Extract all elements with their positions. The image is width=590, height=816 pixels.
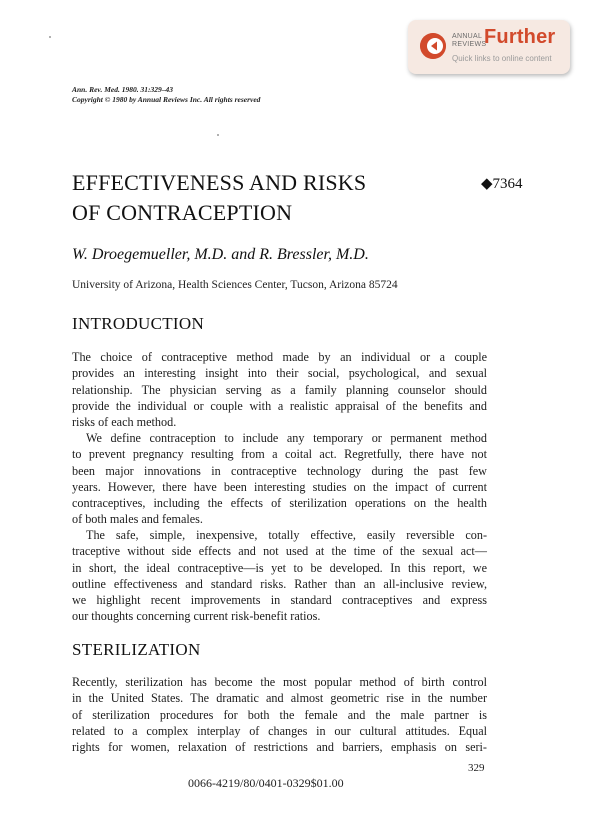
paragraph <box>72 349 487 430</box>
section-heading: STERILIZATION <box>72 640 201 659</box>
text-line: years. However, there have been interesting studies on the impact of current <box>72 479 487 494</box>
text-line: of both males and females. <box>72 512 203 527</box>
badge-title[interactable]: Further <box>484 26 556 48</box>
text-line: related to a complex interplay of changes in our cultural attitudes. Equal <box>72 723 487 738</box>
citation-block <box>72 85 260 105</box>
text-line: risks of each method. <box>72 415 177 430</box>
text-line: contraceptives, including the effects of sterilization operations on the health <box>72 496 487 511</box>
text-line: traceptive without side effects and not used at the time of the sexual act— <box>72 544 487 559</box>
text-line: our thoughts concerning current risk-benefit ratios. <box>72 609 321 624</box>
scan-speck <box>49 36 51 38</box>
text-line: been major innovations in contraceptive technology during the past few <box>72 463 487 478</box>
annual-reviews-further-badge[interactable] <box>408 20 570 74</box>
title-line-1: EFFECTIVENESS AND RISKS <box>72 170 367 195</box>
arrow-circle-icon <box>420 33 446 59</box>
text-line: we highlight recent improvements in standard contraceptives and express <box>72 593 487 608</box>
text-line: Recently, sterilization has become the most popular method of birth control <box>72 675 487 689</box>
text-line: of sterilization procedures for both the female and the male partner is <box>72 707 487 722</box>
text-line: in short, the ideal contraceptive—is yet to be developed. In this report, we <box>72 560 487 575</box>
text-line: to prevent pregnancy resulting from a coital act. Regretfully, there have not <box>72 447 487 462</box>
text-line: provides an interesting insight into their social, psychological, and sexual <box>72 366 487 381</box>
paragraph <box>72 430 487 528</box>
affiliation: University of Arizona, Health Sciences Center, Tucson, Arizona 85724 <box>72 279 398 291</box>
text-line: We define contraception to include any temporary or permanent method <box>86 431 487 445</box>
scan-speck <box>217 134 219 136</box>
badge-brand-label <box>452 33 486 49</box>
badge-brand-line1: ANNUAL <box>452 33 483 40</box>
text-line: in the United States. The dramatic and almost geometric rise in the number <box>72 691 487 706</box>
text-line: The safe, simple, inexpensive, totally effective, easily reversible con- <box>86 528 487 542</box>
copyright-notice: Copyright © 1980 by Annual Reviews Inc. All rights reserved <box>72 95 261 104</box>
text-line: rights for women, relaxation of restrictions and barriers, emphasis on seri- <box>72 740 487 755</box>
badge-brand-line2: REVIEWS <box>452 41 487 48</box>
text-line: The choice of contraceptive method made by an individual or a couple <box>72 350 487 364</box>
badge-subtitle: Quick links to online content <box>452 54 552 63</box>
paragraph <box>72 674 487 755</box>
section-heading: INTRODUCTION <box>72 314 205 333</box>
journal-citation: Ann. Rev. Med. 1980. 31:329–43 <box>72 85 173 94</box>
page-number: 329 <box>468 762 485 774</box>
paragraph <box>72 527 487 625</box>
article-title <box>72 168 366 228</box>
text-line: provide the individual or couple with a realistic appraisal of the benefits and <box>72 398 487 413</box>
text-line: relationship. The physician serving as a family planning counselor should <box>72 382 487 397</box>
text-line: outline effectiveness and standard risks. Rather than an all-inclusive review, <box>72 576 487 591</box>
document-number: ◆7364 <box>481 176 523 192</box>
document-code: 0066-4219/80/0401-0329$01.00 <box>188 776 344 790</box>
title-line-2: OF CONTRACEPTION <box>72 200 293 225</box>
authors: W. Droegemueller, M.D. and R. Bressler, M.D. <box>72 246 369 263</box>
